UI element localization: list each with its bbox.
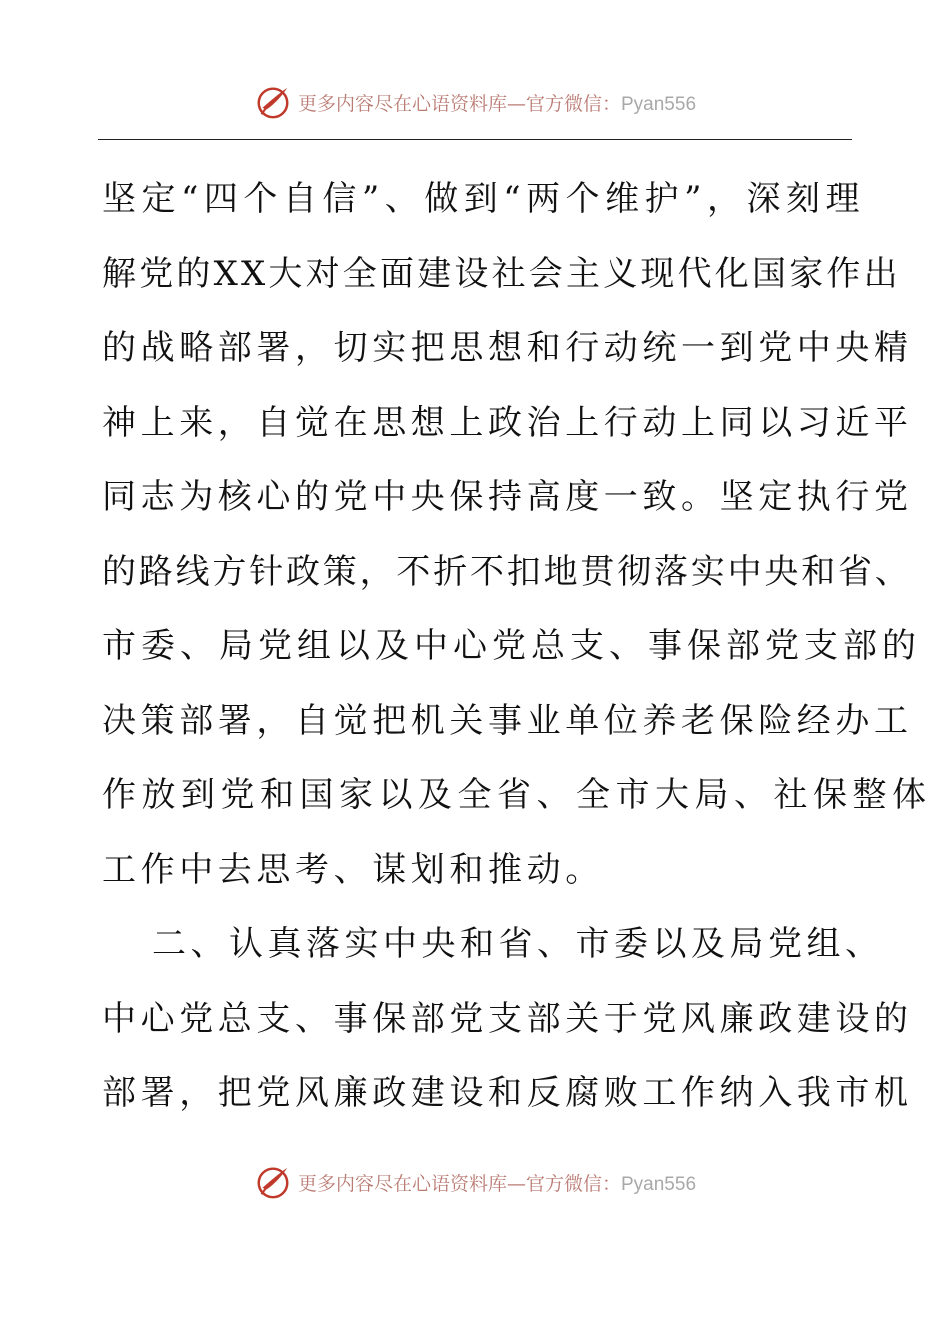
footer-wechat-id: Pyan556 — [621, 1173, 697, 1195]
body-line-12: 中心党总支、事保部党支部关于党风廉政建设的 — [102, 998, 913, 1039]
body-line-3: 的战略部署，切实把思想和行动统一到党中央精 — [102, 328, 913, 368]
body-line-5: 同志为核心的党中央保持高度一致。坚定执行党 — [102, 477, 913, 517]
header-banner-text: 更多内容尽在心语资料库—官方微信：Pyan556 — [297, 92, 697, 115]
header-wechat-id: Pyan556 — [621, 93, 697, 115]
footer-banner — [0, 1162, 950, 1202]
body-line-11-section-heading: 二、认真落实中央和省、市委以及局党组、 — [152, 924, 884, 964]
header-rule — [98, 139, 852, 140]
body-line-10: 工作中去思考、谋划和推动。 — [102, 849, 604, 890]
body-line-9: 作放到党和国家以及全省、全市大局、社保整体 — [102, 775, 932, 815]
document-body — [102, 162, 932, 1131]
body-line-7: 市委、局党组以及中心党总支、事保部党支部的 — [102, 626, 921, 666]
footer-banner-text: 更多内容尽在心语资料库—官方微信：Pyan556 — [297, 1172, 697, 1195]
body-line-6: 的路线方针政策，不折不扣地贯彻落实中央和省、 — [102, 551, 912, 592]
body-line-4: 神上来，自觉在思想上政治上行动上同以习近平 — [102, 402, 913, 443]
body-line-1: 坚定“四个自信”、做到“两个维护”，深刻理 — [102, 179, 866, 219]
header-banner — [0, 82, 950, 122]
body-line-13: 部署，把党风廉政建设和反腐败工作纳入我市机 — [102, 1073, 913, 1113]
body-line-2: 解党的XX大对全面建设社会主义现代化国家作出 — [102, 253, 901, 294]
body-line-8: 决策部署，自觉把机关事业单位养老保险经办工 — [102, 700, 913, 741]
quill-logo-icon — [254, 83, 292, 121]
quill-logo-icon — [254, 1163, 292, 1201]
